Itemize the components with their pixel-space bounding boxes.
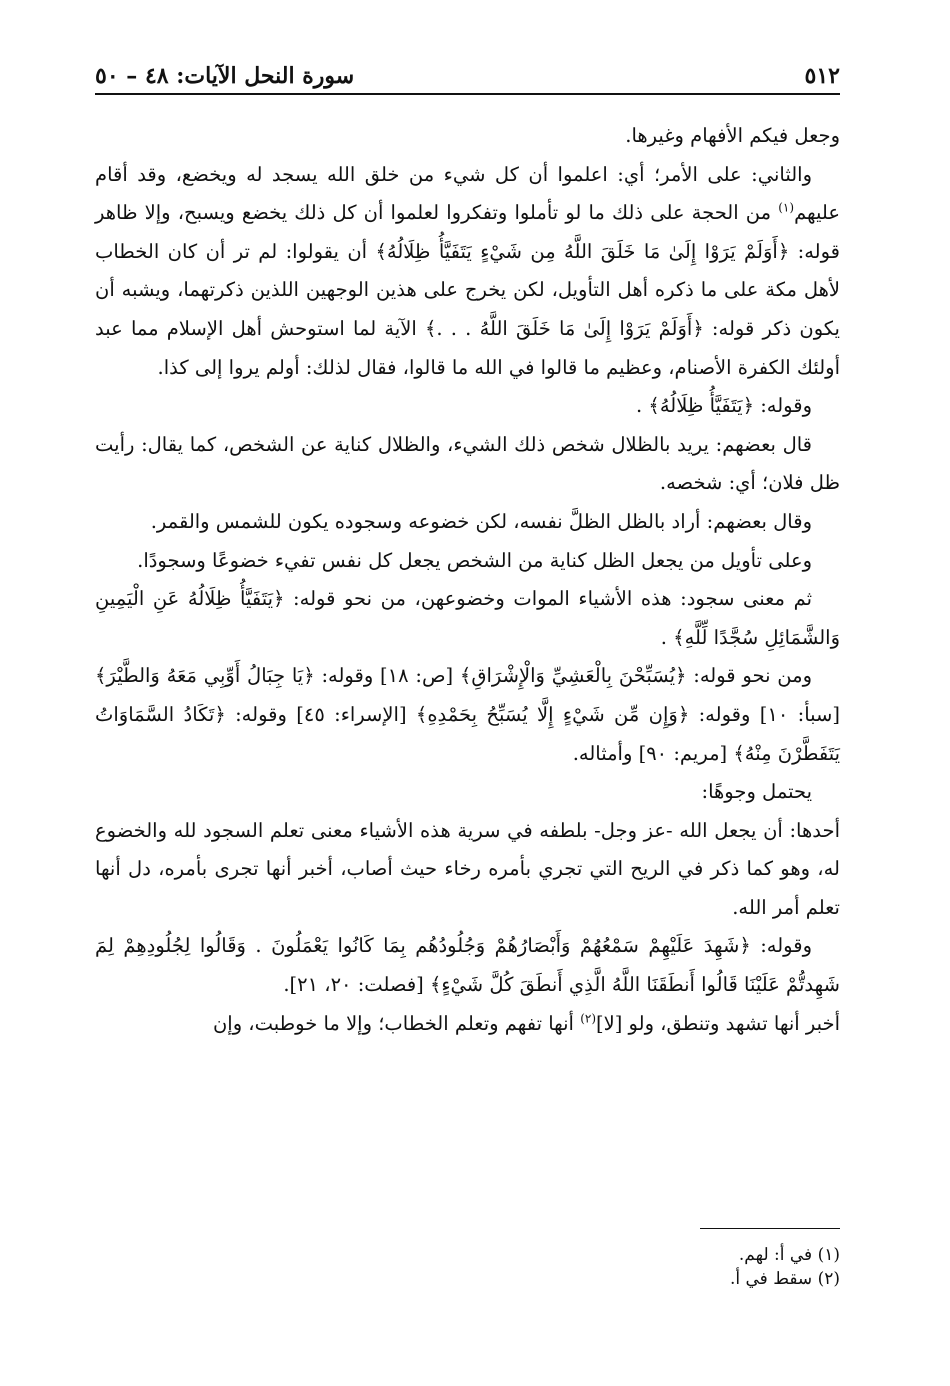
- paragraph: [95, 773, 840, 812]
- paragraph: [95, 812, 840, 928]
- paragraph-text: وعلى تأويل من يجعل الظل كناية من الشخص يجعل كل نفس تفيء خضوعًا وسجودًا.: [137, 548, 812, 572]
- footnote: (٢) سقط في أ.: [729, 1269, 840, 1289]
- main-text: [95, 117, 840, 1043]
- paragraph-text: وقوله: ﴿يَتَفَيَّأُ ظِلَالُهُ﴾ .: [636, 394, 812, 418]
- paragraph: [95, 1005, 840, 1044]
- footnote-ref: (٢): [580, 1011, 597, 1026]
- paragraph: [95, 503, 840, 542]
- paragraph-text: وقال بعضهم: أراد بالظل الظلَّ نفسه، لكن خضوعه وسجوده يكون للشمس والقمر.: [150, 509, 812, 533]
- paragraph-text: أحدها: أن يجعل الله -عز وجل- بلطفه في سرية هذه الأشياء معنى تعلم السجود لله والخضوع له، وهو كما ذكر في الريح التي تجري بأمره رخاء حيث أصاب، أخبر أنها تجرى بأمره، دل أنها تعلم أمر الله.: [95, 818, 840, 919]
- footnote: (١) في أ: لهم.: [738, 1245, 840, 1265]
- page-number: ٥١٢: [804, 63, 840, 89]
- paragraph-text: من الحجة على ذلك ما لو تأملوا وتفكروا لعلموا أن كل ذلك يخضع ويسبح، وإلا ظاهر قوله: ﴿أَوَلَمْ يَرَوْا إِلَىٰ مَا خَلَقَ اللَّهُ مِن شَيْءٍ يَتَفَيَّأُ ظِلَالُهُ﴾ أن يقولوا: لم تر أن كان الخطاب لأهل مكة على ما ذكره أهل التأويل، لكن يخرج على هذين الوجهين اللذين ذكرتهما، ويشبه أن يكون ذكر قوله: ﴿أَوَلَمْ يَرَوْا إِلَىٰ مَا خَلَقَ اللَّهُ . . .﴾ الآية لما استوحش أهل الإسلام مما عبد أولئك الكفرة الأصنام، وعظيم ما قالوا في الله ما قالوا، فقال لذلك: أولم يروا إلى كذا.: [95, 201, 840, 379]
- paragraph: [95, 426, 840, 503]
- paragraph-text: والثاني: على الأمر؛ أي: اعلموا أن كل شيء من خلق الله يسجد له ويخضع، وقد أقام عليهم: [95, 162, 841, 225]
- paragraph-text: ثم معنى سجود: هذه الأشياء الموات وخضوعهن، من نحو قوله: ﴿يَتَفَيَّأُ ظِلَالُهُ عَنِ الْيَمِينِ وَالشَّمَائِلِ سُجَّدًا لِّلَّهِ﴾ .: [95, 587, 840, 649]
- paragraph-text: أنها تفهم وتعلم الخطاب؛ وإلا ما خوطبت، وإن: [212, 1011, 574, 1035]
- paragraph: [95, 387, 840, 426]
- paragraph-text: وجعل فيكم الأفهام وغيرها.: [625, 124, 840, 147]
- paragraph: [95, 927, 840, 1004]
- footnotes: [95, 1243, 840, 1291]
- paragraph: [95, 657, 840, 773]
- paragraph: [95, 580, 840, 657]
- paragraph: [95, 117, 840, 156]
- paragraph-text: أخبر أنها تشهد وتنطق، ولو [لا]: [596, 1011, 840, 1035]
- footnote-ref: (١): [778, 200, 795, 215]
- footnote-separator: [700, 1228, 840, 1229]
- paragraph: [95, 156, 840, 388]
- paragraph-text: ومن نحو قوله: ﴿يُسَبِّحْنَ بِالْعَشِيِّ وَالْإِشْرَاقِ﴾ [ص: ١٨] وقوله: ﴿يَا جِبَالُ أَوِّبِي مَعَهُ وَالطَّيْرَ﴾ [سبأ: ١٠] وقوله: ﴿وَإِن مِّن شَيْءٍ إِلَّا يُسَبِّحُ بِحَمْدِهِ﴾ [الإسراء: ٤٥] وقوله: ﴿تَكَادُ السَّمَاوَاتُ يَتَفَطَّرْنَ مِنْهُ﴾ [مريم: ٩٠] وأمثاله.: [95, 664, 840, 765]
- page-header: [95, 55, 840, 95]
- book-page: [95, 55, 841, 1289]
- paragraph-text: قال بعضهم: يريد بالظلال شخص ذلك الشيء، والظلال كناية عن الشخص، كما يقال: رأيت ظل فلان؛ أي: شخصه.: [95, 432, 840, 495]
- running-title: سورة النحل الآيات: ٤٨ – ٥٠: [95, 63, 355, 89]
- paragraph: [95, 542, 840, 581]
- paragraph-text: وقوله: ﴿شَهِدَ عَلَيْهِمْ سَمْعُهُمْ وَأَبْصَارُهُمْ وَجُلُودُهُم بِمَا كَانُوا يَعْمَلُونَ . وَقَالُوا لِجُلُودِهِمْ لِمَ شَهِدتُّمْ عَلَيْنَا قَالُوا أَنطَقَنَا اللَّهُ الَّذِي أَنطَقَ كُلَّ شَيْءٍ﴾ [فصلت: ٢٠، ٢١].: [95, 934, 840, 997]
- paragraph-text: يحتمل وجوهًا:: [701, 780, 812, 804]
